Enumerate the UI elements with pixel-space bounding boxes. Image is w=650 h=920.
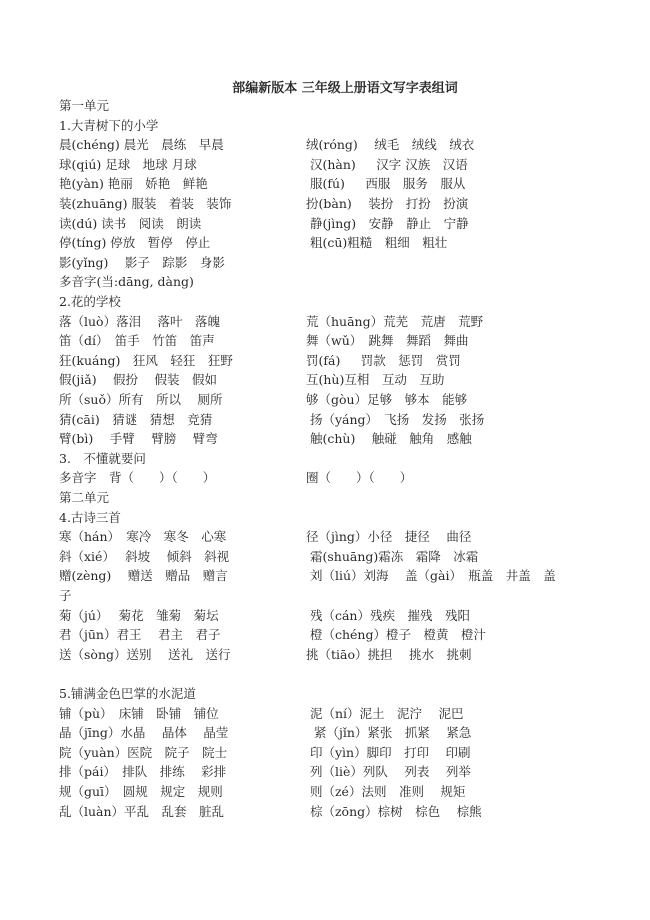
line-right: 则（zé）法则 准则 规矩 (306, 784, 466, 799)
line-right: 棕（zōng）棕树 棕色 棕熊 (306, 803, 482, 819)
line-left: 2.花的学校 (59, 294, 121, 309)
line-left: 1.大青树下的小学 (59, 117, 159, 133)
line-right: 圈（ ）（ ） (306, 470, 413, 486)
line-left: 第一单元 (59, 98, 110, 113)
line-left: 影(yǐng) 影子 踪影 身影 (59, 254, 225, 270)
line-right: 橙（chéng）橙子 橙黄 橙汁 (306, 627, 486, 643)
line-right: 列（liè）列队 列表 列举 (306, 764, 471, 780)
line-right: 印（yìn）脚印 打印 印刷 (306, 744, 471, 760)
line-left: 5.铺满金色巴掌的水泥道 (59, 686, 196, 701)
line-right: 静(jìng) 安静 静止 宁静 (306, 215, 469, 231)
line-left: 多音字 背（ ）（ ） (59, 470, 216, 486)
line-left: 菊（jú） 菊花 雏菊 菊坛 (59, 607, 219, 623)
line-right: 触(chù) 触碰 触角 感触 (306, 431, 472, 447)
line-left: 第二单元 (59, 490, 110, 505)
line-left: 狂(kuáng) 狂风 轻狂 狂野 (59, 352, 233, 368)
line-left: 装(zhuāng) 服装 着装 装饰 (59, 196, 232, 211)
line-right: 荒（huāng）荒芜 荒唐 荒野 (306, 313, 484, 329)
line-left: 排（pái） 排队 排练 彩排 (59, 764, 227, 780)
line-right: 服(fú) 西服 服务 服从 (306, 176, 466, 192)
line-left: 乱（luàn）平乱 乱套 脏乱 (59, 803, 225, 819)
line-left: 停(tíng) 停放 暂停 停止 (59, 235, 211, 251)
line-left: 君（jūn）君王 君主 君子 (59, 627, 221, 643)
line-left: 读(dú) 读书 阅读 朗读 (59, 215, 202, 231)
line-left: 3. 不懂就要问 (59, 450, 146, 466)
line-left: 4.古诗三首 (59, 509, 121, 525)
line-left: 笛（dí） 笛手 竹笛 笛声 (59, 333, 215, 349)
line-right: 泥（ní）泥土 泥泞 泥巴 (306, 705, 464, 721)
line-left: 铺（pù） 床铺 卧铺 铺位 (59, 705, 219, 721)
line-right: 够（gòu）足够 够本 能够 (306, 392, 468, 407)
line-right: 挑（tiāo）挑担 挑水 挑刺 (306, 646, 472, 662)
line-left: 子 (59, 588, 72, 603)
line-right: 汉(hàn) 汉字 汉族 汉语 (306, 156, 468, 172)
line-right: 刘（liú）刘海 盖（gài） 瓶盖 井盖 盖 (306, 568, 556, 584)
line-right: 扮(bàn) 装扮 打扮 扮演 (306, 196, 469, 211)
line-left: 假(jiǎ) 假扮 假装 假如 (59, 372, 218, 388)
line-right: 互(hù)互相 互动 互助 (306, 372, 445, 388)
line-left: 球(qiú) 足球 地球 月球 (59, 156, 197, 172)
line-left: 落（luò）落泪 落叶 落魄 (59, 313, 221, 329)
line-left: 赠(zèng) 赠送 赠品 赠言 (59, 568, 228, 584)
line-left: 送（sòng）送别 送礼 送行 (59, 646, 231, 662)
line-right: 舞（wǔ） 跳舞 舞蹈 舞曲 (306, 333, 469, 349)
line-left: 多音字(当:dāng, dàng) (59, 274, 194, 290)
line-left: 院（yuàn）医院 院子 院士 (59, 744, 228, 760)
line-right: 罚(fá) 罚款 惩罚 赏罚 (306, 352, 461, 368)
line-left: 猜(cāi) 猜谜 猜想 竞猜 (59, 411, 213, 427)
line-left: 臂(bì) 手臂 臂膀 臂弯 (59, 431, 218, 447)
line-left: 晶（jīng）水晶 晶体 晶莹 (59, 725, 229, 741)
page-title: 部编新版本 三年级上册语文写字表组词 (232, 81, 458, 96)
line-left: 所（suǒ）所有 所以 厕所 (59, 392, 223, 407)
line-left: 艳(yàn) 艳丽 娇艳 鲜艳 (59, 176, 208, 192)
line-right: 粗(cū)粗糙 粗细 粗壮 (306, 235, 448, 251)
line-left: 规（guī） 圆规 规定 规则 (59, 784, 223, 799)
line-left: 斜（xié） 斜坡 倾斜 斜视 (59, 548, 230, 564)
line-right: 紧（jǐn）紧张 抓紧 紧急 (306, 725, 472, 741)
line-right: 径（jìng）小径 捷径 曲径 (306, 529, 472, 545)
line-right: 扬（yáng） 飞扬 发扬 张扬 (306, 411, 485, 427)
line-right: 残（cán）残疾 摧残 残阳 (306, 607, 470, 623)
line-right: 绒(róng) 绒毛 绒线 绒衣 (306, 137, 475, 153)
line-left: 晨(chéng) 晨光 晨练 早晨 (59, 137, 224, 153)
line-left: 寒（hán） 寒冷 寒冬 心寒 (59, 529, 227, 545)
line-right: 霜(shuāng)霜冻 霜降 冰霜 (306, 548, 479, 564)
